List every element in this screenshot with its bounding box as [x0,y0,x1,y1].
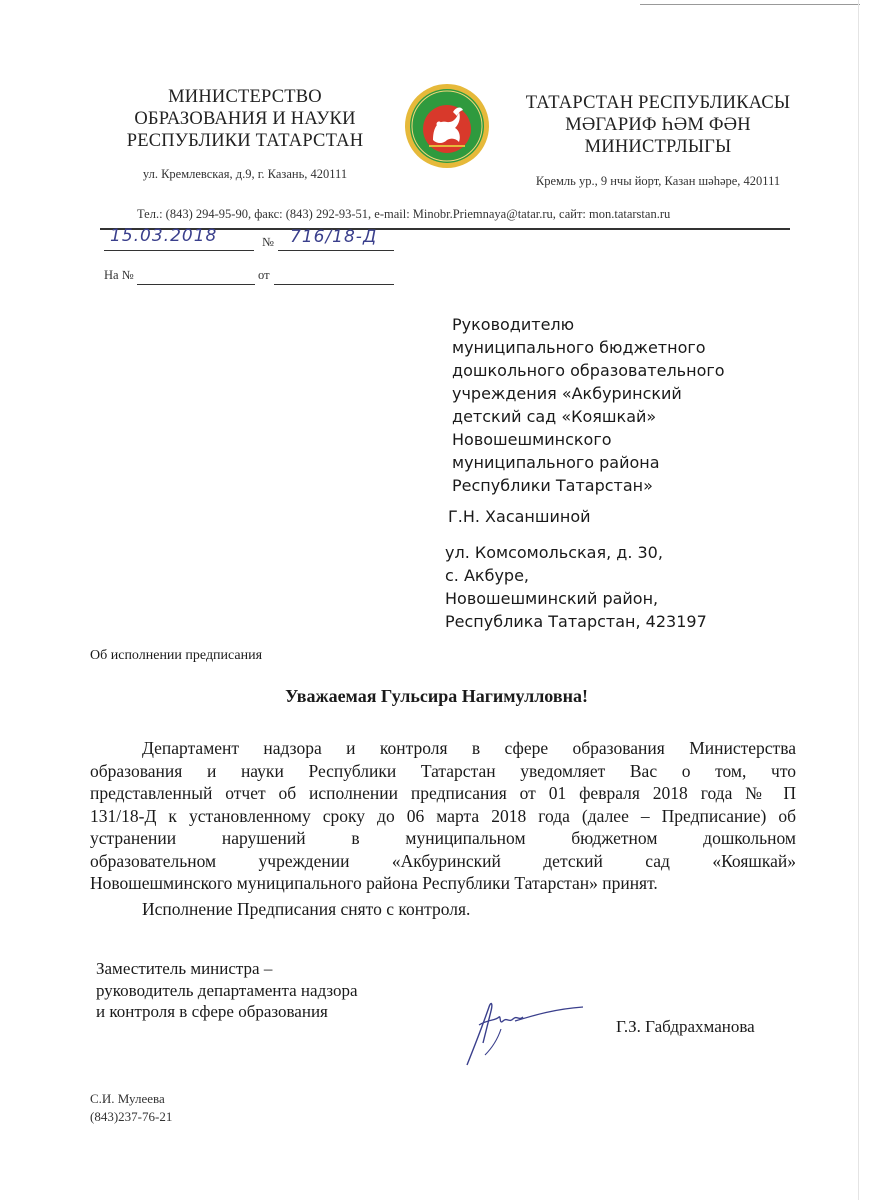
handwritten-signature [455,995,595,1070]
recipient-address [445,541,775,633]
ministry-name-ru-line: ОБРАЗОВАНИЯ И НАУКИ [134,109,356,129]
recipient-line: Новошешминского [452,430,612,449]
coat-of-arms-icon [403,82,491,170]
reply-number-underline [137,284,255,285]
number-underline [278,250,394,251]
date-underline [104,250,254,251]
signer-position-line: Заместитель министра – [96,959,273,978]
scan-right-edge-line [858,0,859,1200]
executor-phone: (843)237-76-21 [90,1109,173,1124]
subject-line: Об исполнении предписания [90,648,263,663]
body-line: образовательном учреждении «Акбуринский детский сад «Кояшкай» [90,850,796,871]
recipient-address-line: с. Акбуре, [445,566,529,585]
signer-position-line: и контроля в сфере образования [96,1002,328,1021]
body-line: представленный отчет об исполнении предписания от 01 февраля 2018 года № П [90,783,796,803]
reply-from-label: от [258,268,270,282]
body-line: Департамент надзора и контроля в сфере образования Министерства [142,738,796,758]
recipient-address-line: Новошешминский район, [445,589,659,608]
body-line: Новошешминского муниципального района Республики Татарстан» принят. [90,873,658,893]
body-paragraph-2: Исполнение Предписания снято с контроля. [142,899,471,919]
recipient-block [452,313,782,497]
recipient-name: Г.Н. Хасаншиной [448,507,591,526]
executor-name: С.И. Мулеева [90,1091,165,1106]
ministry-name-ru-line: МИНИСТЕРСТВО [168,87,322,107]
ministry-address-ru: ул. Кремлевская, д.9, г. Казань, 420111 [142,167,348,181]
recipient-line: дошкольного образовательного [452,361,725,380]
executor-block [90,1090,172,1126]
recipient-address-line: ул. Комсомольская, д. 30, [445,543,663,562]
body-line: 131/18-Д к установленному сроку до 06 марта 2018 года (далее – Предписание) об [90,805,796,826]
registration-date: 15.03.2018 [110,226,218,246]
ministry-name-tt-line: МИНИСТРЛЫГЫ [584,137,732,157]
body-line: устранении нарушений в муниципальном бюджетном дошкольном [90,828,796,848]
body-paragraph-1 [90,737,796,895]
recipient-line: учреждения «Акбуринский [452,384,682,403]
signer-position-line: руководитель департамента надзора [96,980,358,1000]
recipient-line: детский сад «Кояшкай» [452,407,657,426]
salutation: Уважаемая Гульсира Нагимулловна! [285,686,588,706]
signer-position [96,958,358,1023]
signer-name: Г.З. Габдрахманова [616,1017,755,1036]
reply-to-label: На № [104,268,134,282]
ministry-name-tt-line: ТАТАРСТАН РЕСПУБЛИКАСЫ [525,93,791,113]
recipient-line: Республики Татарстан» [452,476,653,495]
ministry-name-tt-line: МӘГАРИФ ҺӘМ ФӘН [565,115,751,135]
ministry-address-tt: Кремль ур., 9 нчы йорт, Казан шәһәре, 420111 [535,174,781,188]
scan-top-edge-line [640,4,860,5]
contacts-line: Тел.: (843) 294-95-90, факс: (843) 292-93-51, e-mail: Minobr.Priemnaya@tatar.ru, сайт: mon.tatarstan.ru [137,207,671,221]
recipient-line: муниципального района [452,453,660,472]
body-line: образования и науки Республики Татарстан уведомляет Вас о том, что [90,760,796,781]
recipient-address-line: Республика Татарстан, 423197 [445,612,707,631]
reply-date-underline [274,284,394,285]
ministry-name-ru-line: РЕСПУБЛИКИ ТАТАРСТАН [126,131,364,151]
ministry-name-ru [100,86,390,152]
ministry-name-tt [508,92,808,158]
number-label: № [262,235,274,249]
registration-number: 716/18-Д [290,227,378,247]
recipient-line: Руководителю [452,315,575,334]
recipient-line: муниципального бюджетного [452,338,706,357]
